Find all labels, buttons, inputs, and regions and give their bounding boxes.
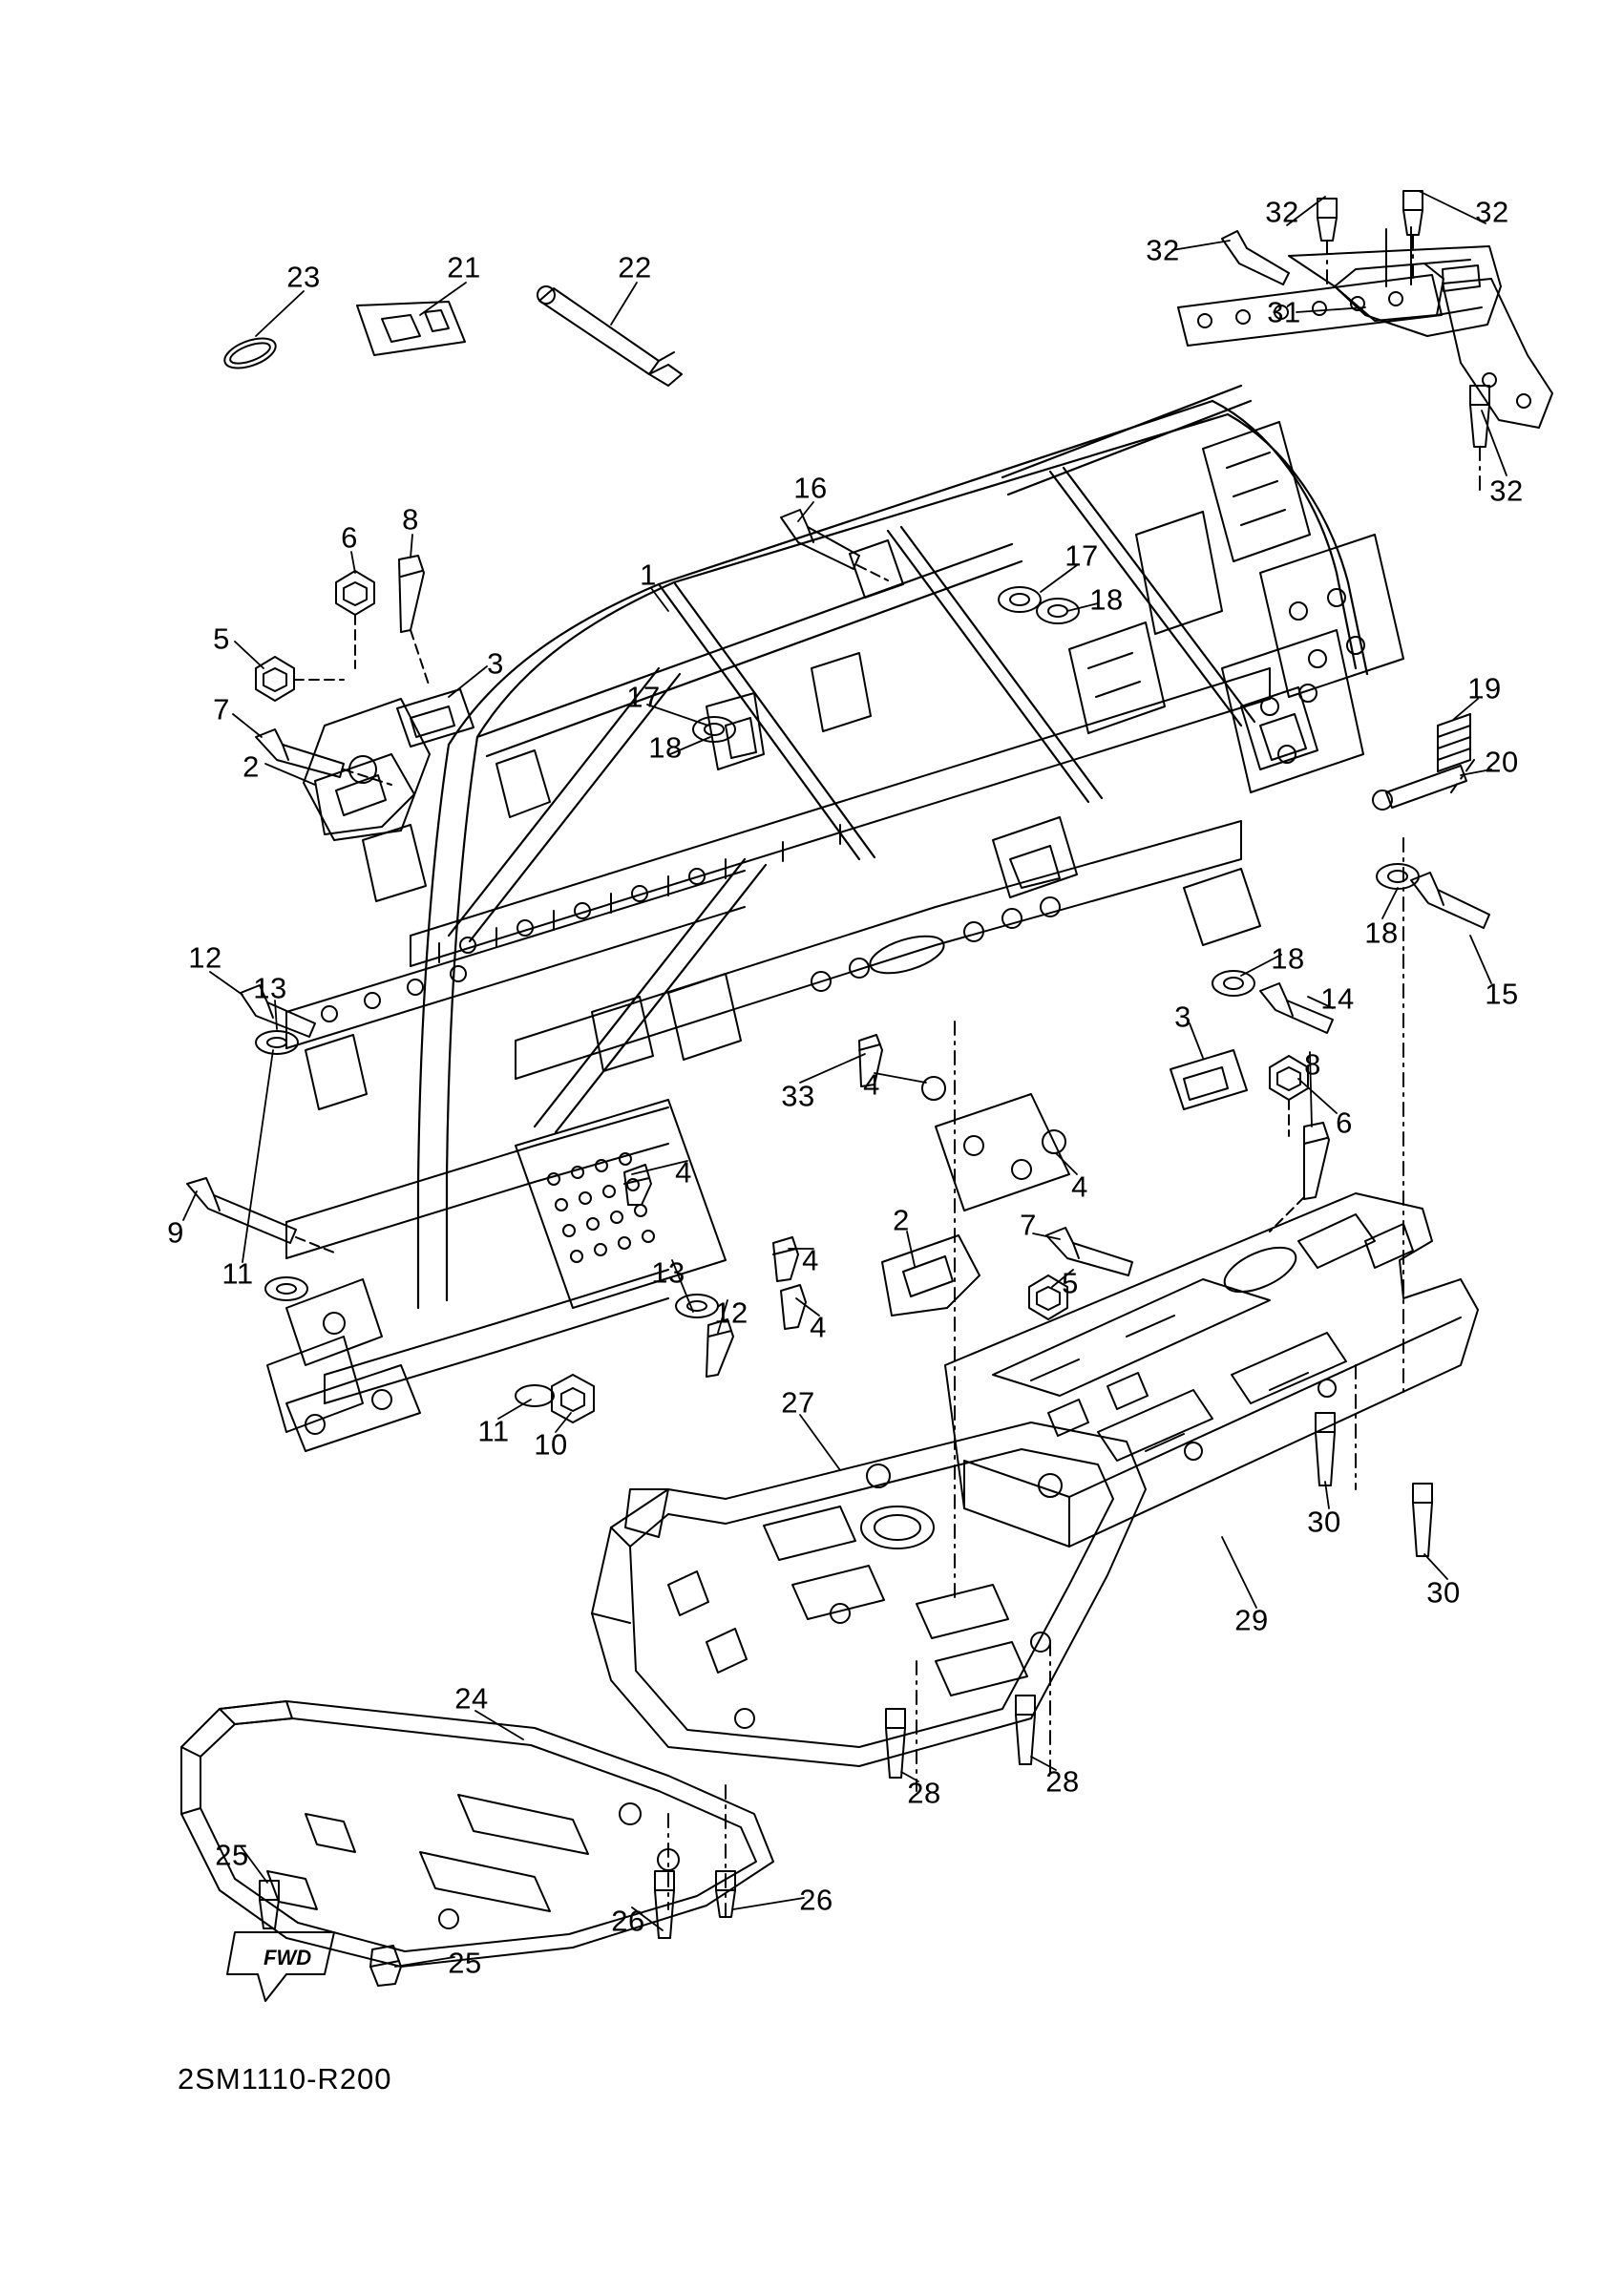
part-3-clamp-left	[397, 689, 474, 747]
callout-6: 6	[341, 520, 358, 555]
part-29-skid-plate	[945, 1193, 1478, 1547]
part-32-bolt-b	[1403, 191, 1423, 235]
callout-12: 12	[188, 940, 222, 975]
callout-18: 18	[1089, 582, 1124, 617]
callout-4: 4	[810, 1310, 827, 1344]
callout-31: 31	[1267, 295, 1301, 329]
callout-11: 11	[221, 1256, 254, 1291]
callout-4: 4	[675, 1155, 692, 1190]
callout-26: 26	[611, 1904, 645, 1938]
callout-2: 2	[242, 749, 260, 784]
callout-13: 13	[651, 1255, 685, 1290]
callout-17: 17	[1064, 538, 1099, 573]
callout-21: 21	[447, 250, 481, 284]
callout-22: 22	[618, 250, 652, 284]
callout-12: 12	[714, 1295, 748, 1330]
callout-8: 8	[1304, 1047, 1321, 1082]
part-2-bracket-right	[882, 1235, 980, 1316]
callout-9: 9	[167, 1215, 184, 1250]
callout-4: 4	[1071, 1169, 1088, 1204]
callout-32: 32	[1146, 233, 1180, 267]
chassis-rails	[286, 668, 1270, 1403]
callout-29: 29	[1234, 1603, 1269, 1637]
part-21-plate	[357, 302, 465, 355]
drawing-code: 2SM1110-R200	[178, 2062, 392, 2096]
callout-25: 25	[448, 1946, 482, 1980]
callout-30: 30	[1307, 1505, 1341, 1539]
part-2-bracket-left	[315, 754, 414, 834]
callout-33: 33	[781, 1079, 815, 1113]
callout-4: 4	[863, 1067, 880, 1102]
part-27-skid-plate	[592, 1422, 1146, 1766]
callout-5: 5	[213, 621, 230, 656]
part-25-bolt-a	[260, 1881, 279, 1928]
callout-13: 13	[253, 971, 287, 1005]
callout-19: 19	[1467, 671, 1502, 706]
callout-3: 3	[487, 646, 504, 681]
part-3-clamp-right	[1170, 1050, 1247, 1109]
part-24-skid-plate	[181, 1701, 773, 1967]
callout-28: 28	[1045, 1764, 1080, 1799]
callout-18: 18	[648, 730, 683, 765]
callout-5: 5	[1062, 1266, 1079, 1300]
part-18-collar-d	[1377, 864, 1419, 889]
callout-8: 8	[402, 502, 419, 537]
callout-18: 18	[1364, 916, 1399, 950]
callout-32: 32	[1475, 195, 1509, 229]
part-15-bolt	[1411, 873, 1489, 928]
part-20-rod	[1373, 766, 1466, 810]
callout-25: 25	[215, 1838, 249, 1872]
callout-7: 7	[213, 692, 230, 727]
callout-4: 4	[802, 1243, 819, 1277]
fwd-label: FWD	[263, 1946, 312, 1970]
part-1-frame-main	[418, 386, 1367, 1308]
part-28-bolt-a	[886, 1709, 905, 1778]
callout-20: 20	[1485, 745, 1519, 779]
part-19-spring	[1438, 714, 1470, 771]
callout-32: 32	[1265, 195, 1299, 229]
callout-26: 26	[799, 1883, 833, 1917]
callout-15: 15	[1485, 977, 1519, 1011]
part-17-18-collars-a	[999, 587, 1079, 623]
part-17-18-collars-b	[693, 717, 735, 742]
callout-18: 18	[1271, 941, 1305, 976]
part-18-collar-c	[1212, 971, 1254, 996]
callout-16: 16	[793, 471, 828, 505]
part-23-oring	[221, 332, 280, 374]
callout-24: 24	[454, 1681, 489, 1716]
frame-tab-16	[850, 540, 903, 598]
callout-30: 30	[1426, 1575, 1461, 1610]
callout-3: 3	[1174, 1000, 1191, 1034]
callout-27: 27	[781, 1385, 815, 1420]
callout-23: 23	[286, 260, 321, 294]
fastener-group-left	[256, 556, 430, 785]
callout-28: 28	[907, 1776, 941, 1810]
front-mount-area	[267, 699, 430, 1451]
part-32-bolt-d	[1470, 386, 1489, 447]
callout-1: 1	[640, 558, 657, 592]
part-30-bolt-a	[1316, 1413, 1335, 1485]
callout-17: 17	[626, 680, 661, 714]
part-22-rod	[537, 286, 682, 386]
callout-14: 14	[1320, 981, 1355, 1016]
callout-7: 7	[1020, 1208, 1037, 1242]
part-28-bolt-b	[1016, 1696, 1035, 1764]
callout-11: 11	[477, 1414, 510, 1448]
part-32-bolt-a	[1317, 199, 1337, 241]
callout-10: 10	[534, 1427, 568, 1462]
callout-2: 2	[893, 1203, 910, 1237]
part-30-bolt-b	[1413, 1484, 1432, 1556]
callout-32: 32	[1489, 474, 1524, 508]
callout-6: 6	[1336, 1106, 1353, 1140]
part-32-bolt-c	[1222, 231, 1289, 284]
